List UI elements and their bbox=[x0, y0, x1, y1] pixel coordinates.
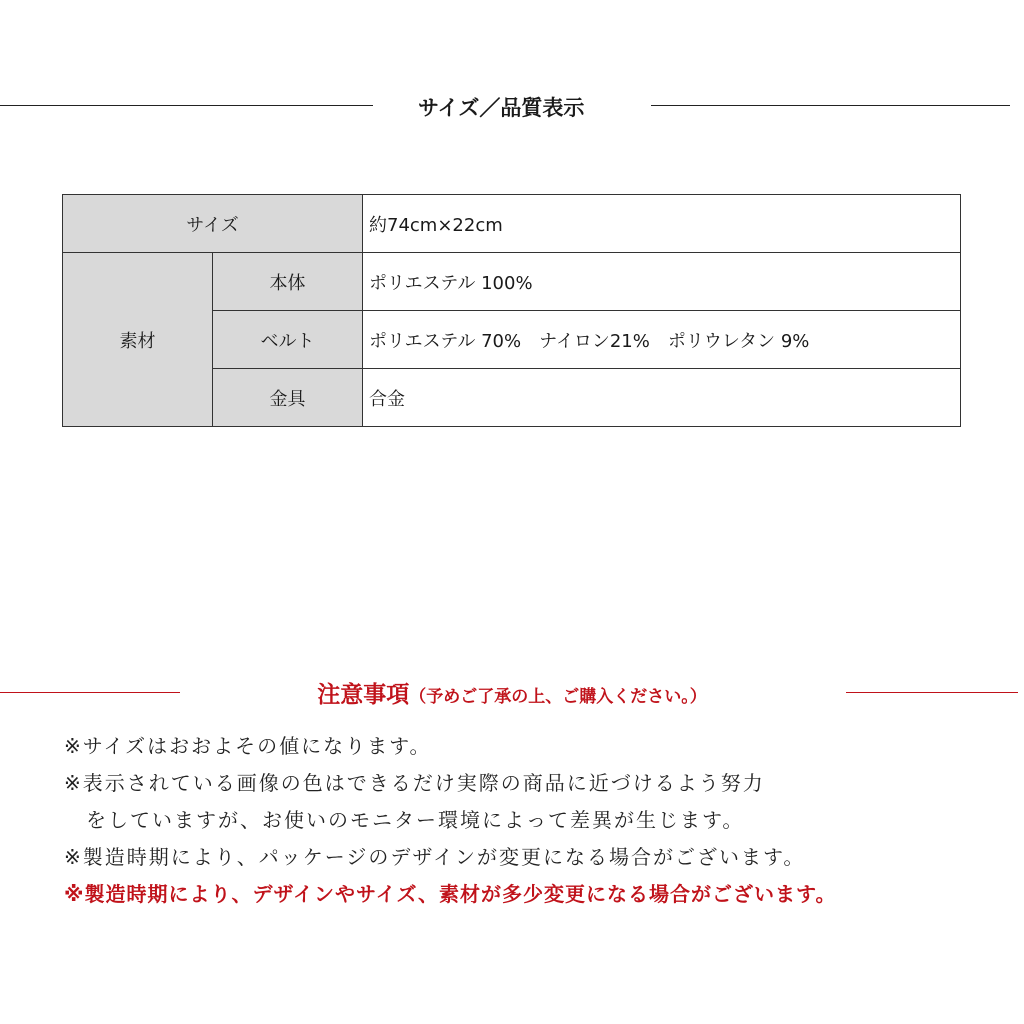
material-row-label: ベルト bbox=[213, 311, 363, 369]
table-row bbox=[63, 195, 961, 253]
size-value: 約74cm×22cm bbox=[363, 195, 961, 253]
note-line: ※製造時期により、パッケージのデザインが変更になる場合がございます。 bbox=[64, 845, 806, 869]
header-rule-right bbox=[651, 105, 1010, 106]
table-row bbox=[63, 253, 961, 311]
notes-subtitle: （予めご了承の上、ご購入ください。） bbox=[409, 687, 707, 707]
note-line: ※サイズはおおよその値になります。 bbox=[64, 734, 432, 758]
notes-title: 注意事項 bbox=[317, 682, 410, 708]
section-title: サイズ／品質表示 bbox=[418, 96, 585, 120]
material-row-value: 合金 bbox=[363, 369, 961, 427]
material-label: 素材 bbox=[63, 253, 213, 427]
note-highlight: ※製造時期により、デザインやサイズ、素材が多少変更になる場合がございます。 bbox=[64, 882, 837, 906]
header-rule-left bbox=[0, 105, 373, 106]
note-line: ※表示されている画像の色はできるだけ実際の商品に近づけるよう努力 bbox=[64, 771, 765, 795]
material-row-label: 本体 bbox=[213, 253, 363, 311]
material-row-label: 金具 bbox=[213, 369, 363, 427]
notes-rule-right bbox=[846, 692, 1018, 693]
note-line: をしていますが、お使いのモニター環境によって差異が生じます。 bbox=[64, 808, 745, 832]
size-label: サイズ bbox=[63, 195, 363, 253]
material-row-value: ポリエステル 100% bbox=[363, 253, 961, 311]
spec-table bbox=[62, 194, 961, 427]
material-row-value: ポリエステル 70% ナイロン21% ポリウレタン 9% bbox=[363, 311, 961, 369]
